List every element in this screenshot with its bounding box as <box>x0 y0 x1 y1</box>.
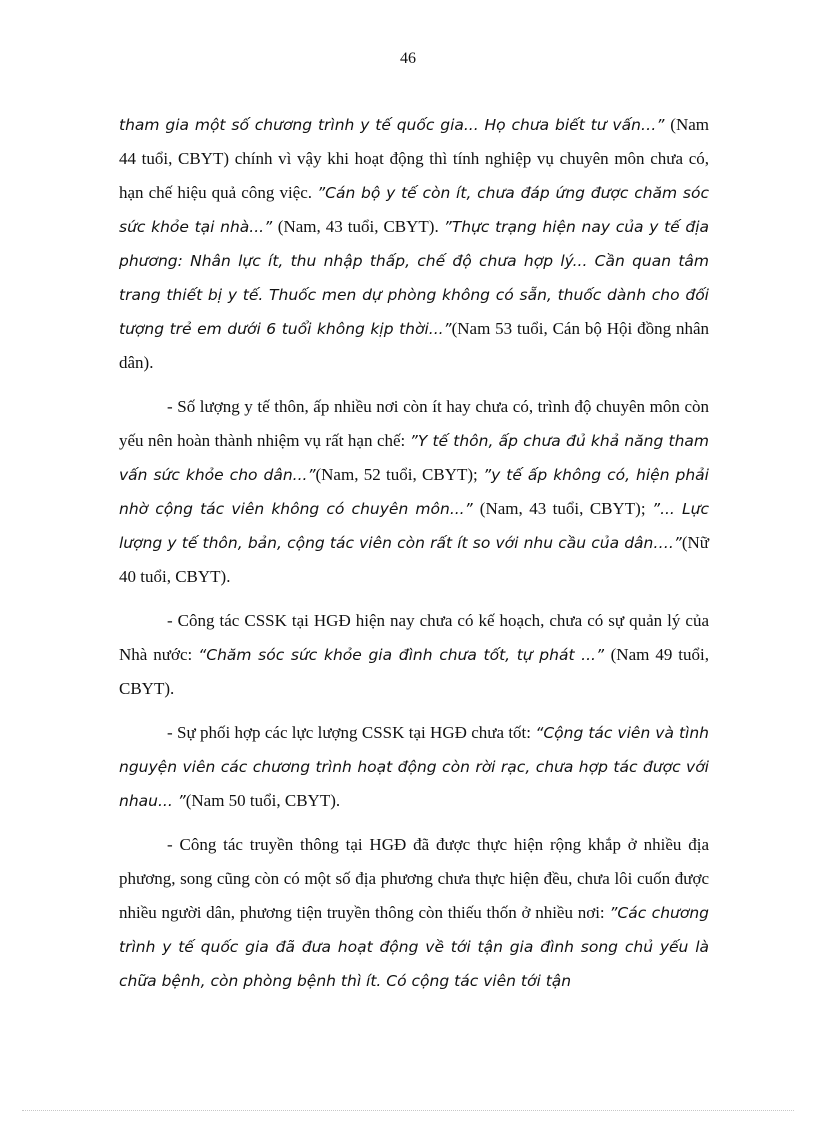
interview-quote: ”Cán bộ y tế còn ít, chưa đáp ứng được chăm sóc sức khỏe tại nhà...” <box>119 184 709 236</box>
interview-quote: “Chăm sóc sức khỏe gia đình chưa tốt, tự phát ...” <box>198 646 611 664</box>
body-text: (Nam, 43 tuổi, CBYT). <box>277 217 444 236</box>
body-text: (Nam, 43 tuổi, CBYT); <box>479 499 653 518</box>
body-text: (Nam, 52 tuổi, CBYT); <box>315 465 484 484</box>
page-body <box>119 108 709 1008</box>
interview-quote: ”... Lực lượng y tế thôn, bản, cộng tác viên còn rất ít so với nhu cầu của dân….” <box>119 500 709 552</box>
body-paragraph <box>119 716 709 818</box>
body-text: - Sự phối hợp các lực lượng CSSK tại HGĐ chưa tốt: <box>167 723 536 742</box>
body-text: - Công tác truyền thông tại HGĐ đã được thực hiện rộng khắp ở nhiều địa phương, song cũng còn có một số địa phương chưa thực hiện đều, chưa lôi cuốn được nhiều người dân, phương tiện truyền thông còn thiếu thốn ở nhiều nơi: <box>119 835 709 922</box>
body-text: (Nam 49 tuổi, CBYT). <box>119 645 709 698</box>
body-text: - Số lượng y tế thôn, ấp nhiều nơi còn ít hay chưa có, trình độ chuyên môn còn yếu nên hoàn thành nhiệm vụ rất hạn chế: <box>119 397 709 450</box>
interview-quote: ”y tế ấp không có, hiện phải nhờ cộng tác viên không có chuyên môn...” <box>119 466 709 518</box>
body-text: - Công tác CSSK tại HGĐ hiện nay chưa có kế hoạch, chưa có sự quản lý của Nhà nước: <box>119 611 709 664</box>
body-text: (Nam 44 tuổi, CBYT) chính vì vậy khi hoạt động thì tính nghiệp vụ chuyên môn chưa có, hạn chế hiệu quả công việc. <box>119 115 709 202</box>
body-paragraph <box>119 390 709 594</box>
body-paragraph <box>119 604 709 706</box>
page-bottom-divider <box>22 1110 794 1111</box>
body-text: (Nữ 40 tuổi, CBYT). <box>119 533 709 586</box>
body-text: (Nam 53 tuổi, Cán bộ Hội đồng nhân dân). <box>119 319 709 372</box>
interview-quote: ”Y tế thôn, ấp chưa đủ khả năng tham vấn sức khỏe cho dân...” <box>119 432 709 484</box>
body-paragraph <box>119 108 709 380</box>
interview-quote: ”Các chương trình y tế quốc gia đã đưa hoạt động về tới tận gia đình song chủ yếu là chữa bệnh, còn phòng bệnh thì ít. Có cộng tác viên tới tận <box>119 904 709 990</box>
body-text: (Nam 50 tuổi, CBYT). <box>185 791 341 810</box>
interview-quote: tham gia một số chương trình y tế quốc gia... Họ chưa biết tư vấn…” <box>119 116 671 134</box>
page-number: 46 <box>400 50 416 67</box>
interview-quote: “Cộng tác viên và tình nguyện viên các chương trình hoạt động còn rời rạc, chưa hợp tác được với nhau... ” <box>119 724 709 810</box>
body-paragraph <box>119 828 709 998</box>
interview-quote: ”Thực trạng hiện nay của y tế địa phương: Nhân lực ít, thu nhập thấp, chế độ chưa hợp lý... Cần quan tâm trang thiết bị y tế. Thuốc men dự phòng không có sẵn, thuốc dành cho đối tượng trẻ em dưới 6 tuổi không kịp thời...” <box>119 218 710 338</box>
